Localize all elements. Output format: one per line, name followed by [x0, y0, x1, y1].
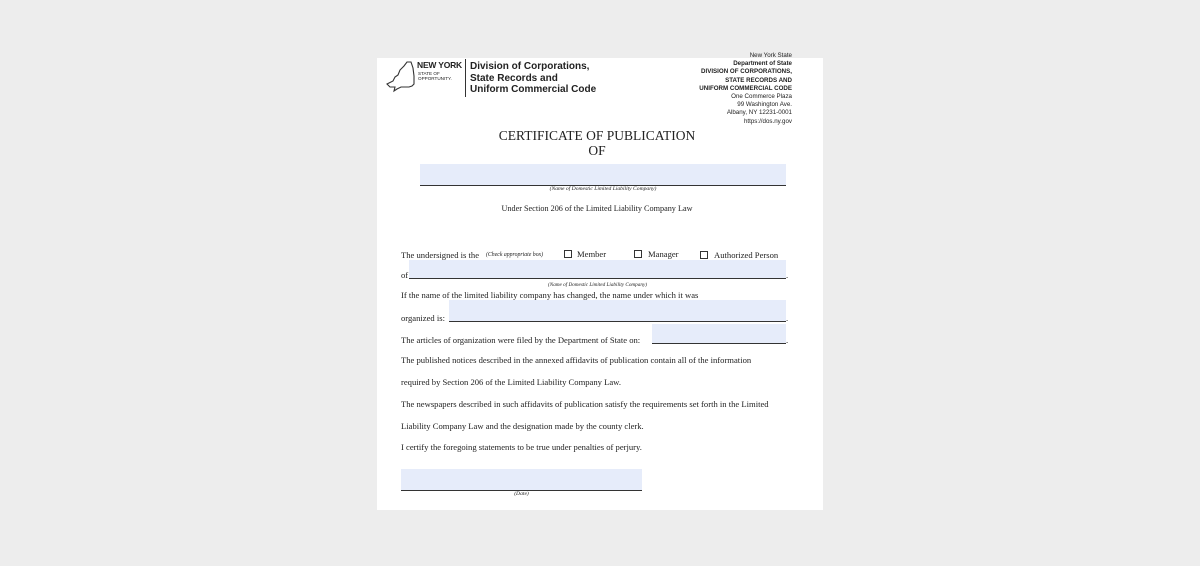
manager-label: Manager	[648, 249, 679, 259]
filing-date-field[interactable]	[652, 324, 789, 345]
ny-brand: NEW YORK	[417, 60, 462, 70]
dos-line: STATE RECORDS AND	[725, 76, 792, 84]
check-hint: (Check appropriate box)	[486, 252, 544, 258]
division-name	[470, 61, 610, 96]
dos-address-block	[652, 52, 792, 126]
articles-filed-label: The articles of organization were filed by the Department of State on:	[401, 335, 641, 345]
company-name-field[interactable]	[420, 164, 786, 186]
newspapers-text-line-2: Liability Company Law and the designation made by the county clerk.	[401, 421, 644, 431]
certify-text: I certify the foregoing statements to be true under penalties of perjury.	[401, 442, 642, 452]
dos-line: Albany, NY 12231-0001	[726, 109, 792, 117]
of-line-period: .	[786, 270, 789, 280]
name-changed-text: If the name of the limited liability company has changed, the name under which it was	[401, 290, 699, 300]
under-section-text: Under Section 206 of the Limited Liability Company Law	[501, 204, 693, 213]
original-name-field[interactable]	[449, 300, 789, 323]
dos-line: https://dos.ny.gov	[743, 117, 792, 125]
division-line-2: State Records and	[470, 72, 558, 84]
dos-line: Department of State	[733, 60, 792, 68]
of-label: of	[401, 270, 409, 280]
dos-line: One Commerce Plaza	[731, 93, 792, 101]
date-caption: (Date)	[514, 491, 529, 497]
llc-name-caption: (Name of Domestic Limited Liability Company)	[548, 282, 647, 288]
organized-line-period: .	[786, 313, 789, 323]
member-checkbox[interactable]	[564, 250, 572, 258]
dos-line: New York State	[749, 52, 792, 59]
published-text-line-1: The published notices described in the annexed affidavits of publication contain all of the information	[401, 355, 752, 365]
organized-label: organized is:	[401, 313, 445, 323]
new-york-state-outline-icon	[385, 60, 417, 94]
company-name-caption: (Name of Domestic Limited Liability Company)	[549, 186, 657, 192]
ny-brand-sub	[418, 71, 458, 81]
articles-line-period: .	[786, 335, 789, 345]
member-label: Member	[577, 249, 607, 259]
division-line-1: Division of Corporations,	[470, 61, 590, 72]
manager-checkbox[interactable]	[634, 250, 642, 258]
dos-line: DIVISION OF CORPORATIONS,	[701, 68, 792, 76]
undersigned-label: The undersigned is the	[401, 250, 480, 260]
division-line-3: Uniform Commercial Code	[470, 84, 597, 95]
newspapers-text-line-1: The newspapers described in such affidavits of publication satisfy the requirements set forth in the Limited	[401, 399, 769, 409]
llc-name-field[interactable]	[409, 260, 789, 280]
published-text-line-2: required by Section 206 of the Limited Liability Company Law.	[401, 377, 621, 387]
title-line-1: CERTIFICATE OF PUBLICATION	[498, 128, 696, 143]
dos-line: UNIFORM COMMERCIAL CODE	[699, 84, 792, 92]
ny-sub-line-2: OPPORTUNITY.	[418, 76, 452, 81]
title-line-2: OF	[588, 143, 606, 158]
document-page	[377, 52, 823, 510]
ny-sub-line-1: STATE OF	[418, 71, 440, 76]
authorized-person-label: Authorized Person	[714, 250, 779, 260]
dos-line: 99 Washington Ave.	[737, 101, 792, 109]
document-title	[377, 128, 817, 158]
brand-divider	[465, 59, 466, 97]
authorized-person-checkbox[interactable]	[700, 251, 708, 259]
date-field[interactable]	[401, 469, 642, 491]
